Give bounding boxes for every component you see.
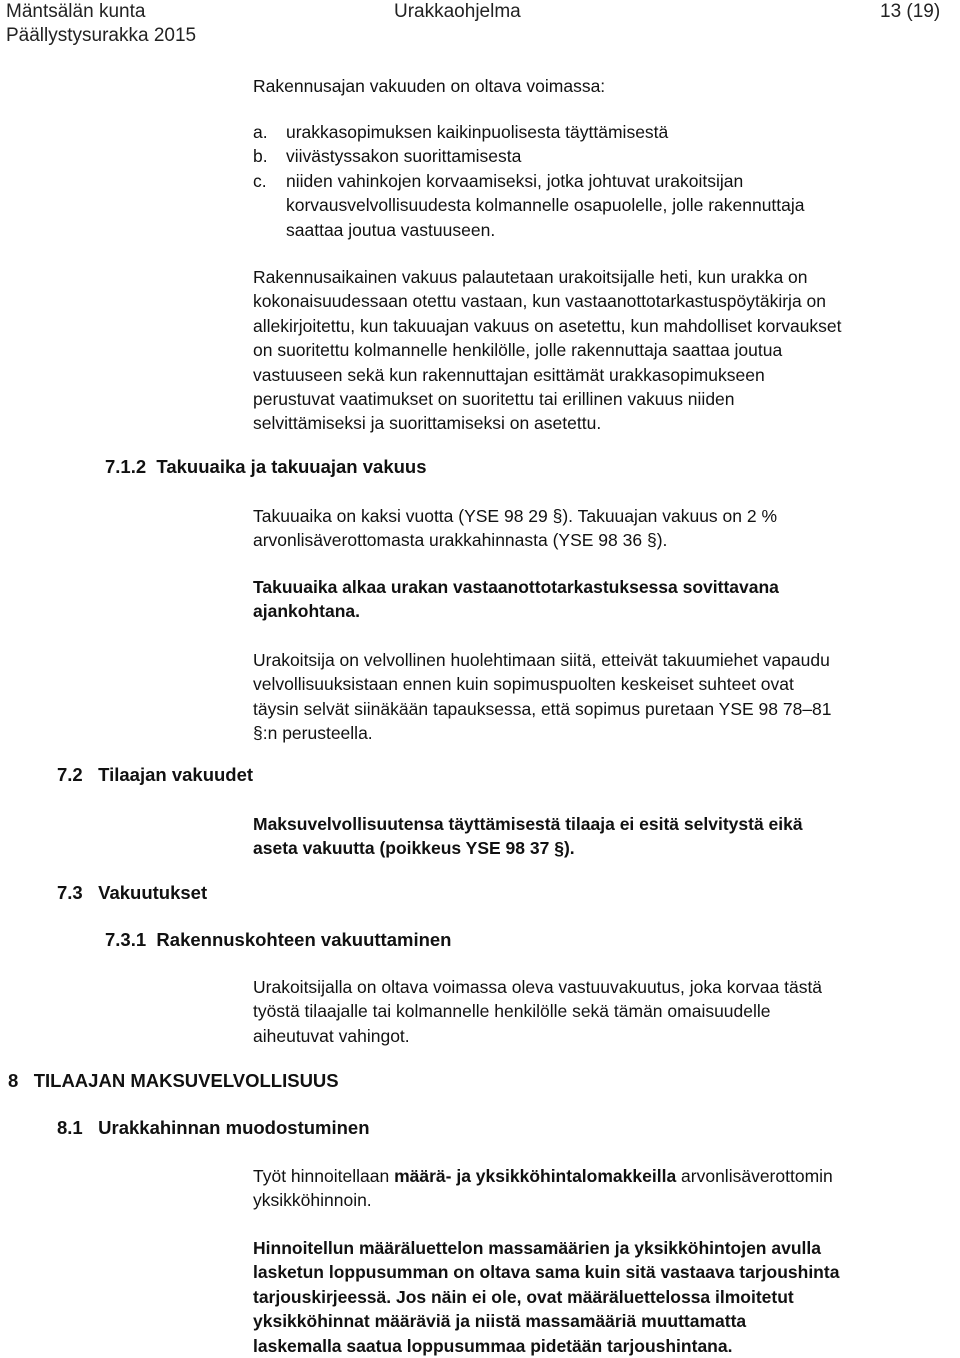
paragraph-line: Urakoitsijalla on oltava voimassa oleva vastuuvakuutus, joka korvaa tästä bbox=[253, 977, 823, 997]
paragraph-vastuuvakuutus bbox=[253, 975, 822, 1048]
paragraph-line: §:n perusteella. bbox=[253, 723, 373, 744]
paragraph-line: laskemalla saatua loppusummaa pidetään tarjoushintana. bbox=[253, 1335, 733, 1356]
paragraph-line: tarjouskirjeessä. Jos näin ei ole, ovat määräluettelossa ilmoitetut bbox=[253, 1286, 794, 1307]
paragraph-line: aseta vakuutta (poikkeus YSE 98 37 §). bbox=[253, 838, 575, 859]
heading-7-1-2: 7.1.2 Takuuaika ja takuuajan vakuus bbox=[105, 456, 427, 477]
list-item-line: urakkasopimuksen kaikinpuolisesta täyttämisestä bbox=[286, 122, 669, 142]
list-marker: b. bbox=[253, 146, 268, 167]
list-item-line: viivästyssakon suorittamisesta bbox=[286, 146, 522, 167]
paragraph-line: Maksuvelvollisuutensa täyttämisestä tilaaja ei esitä selvitystä eikä bbox=[253, 814, 803, 834]
text-run: Työt hinnoitellaan bbox=[253, 1166, 395, 1186]
heading-8-1: 8.1 Urakkahinnan muodostuminen bbox=[57, 1117, 370, 1138]
list-item bbox=[253, 144, 805, 168]
list-item-line: saattaa joutua vastuuseen. bbox=[286, 219, 496, 240]
paragraph-line: työstä tilaajalle tai kolmannelle henkilölle sekä tämän omaisuudelle bbox=[253, 1001, 771, 1022]
list-marker: a. bbox=[253, 122, 268, 142]
paragraph-line: Takuuaika alkaa urakan vastaanottotarkastuksessa sovittavana bbox=[253, 577, 779, 597]
list-item-line: korvausvelvollisuudesta kolmannelle osapuolelle, jolle rakennuttaja bbox=[286, 195, 805, 216]
paragraph-line: allekirjoitettu, kun takuuajan vakuus on asetettu, kun mahdolliset korvaukset bbox=[253, 315, 842, 336]
paragraph-line: velvollisuuksistaan ennen kuin sopimuspuolten keskeiset suhteet ovat bbox=[253, 674, 794, 695]
paragraph-line: selvittämiseksi ja suorittamiseksi on asetettu. bbox=[253, 413, 602, 434]
paragraph-line: Hinnoitellun määräluettelon massamäärien ja yksikköhintojen avulla bbox=[253, 1238, 821, 1258]
paragraph-line: aiheutuvat vahingot. bbox=[253, 1025, 410, 1046]
heading-8: 8 TILAAJAN MAKSUVELVOLLISUUS bbox=[8, 1070, 339, 1091]
header-page-number: 13 (19) bbox=[880, 1, 941, 22]
paragraph-line: Takuuaika on kaksi vuotta (YSE 98 29 §). Takuuajan vakuus on 2 % bbox=[253, 506, 778, 526]
heading-7-2: 7.2 Tilaajan vakuudet bbox=[57, 764, 254, 785]
header-doc-title: Urakkaohjelma bbox=[394, 1, 521, 22]
paragraph-takuuaika bbox=[253, 504, 777, 553]
list-item-line: niiden vahinkojen korvaamiseksi, jotka johtuvat urakoitsijan bbox=[286, 170, 744, 191]
paragraph-line: Rakennusaikainen vakuus palautetaan urakoitsijalle heti, kun urakka on bbox=[253, 267, 808, 287]
paragraph-line: lasketun loppusumman on oltava sama kuin sitä vastaava tarjoushinta bbox=[253, 1262, 840, 1283]
header-org: Mäntsälän kunta bbox=[6, 1, 146, 22]
paragraph-line: kokonaisuudessaan otettu vastaan, kun vastaanottotarkastuspöytäkirja on bbox=[253, 291, 827, 312]
text-run: arvonlisäverottomin bbox=[676, 1166, 833, 1186]
heading-7-3: 7.3 Vakuutukset bbox=[57, 882, 208, 903]
paragraph-line: on suoritettu kolmannelle henkilölle, jolle rakennuttaja saattaa joutua bbox=[253, 340, 783, 361]
paragraph-takuuaika-alkaa bbox=[253, 575, 779, 624]
paragraph-line: arvonlisäverottomasta urakkahinnasta (YSE 98 36 §). bbox=[253, 530, 668, 551]
paragraph-line bbox=[253, 1164, 833, 1188]
paragraph-line: perustuvat vaatimukset on suoritettu tai erillinen vakuus niiden bbox=[253, 389, 735, 410]
paragraph-maksuvelvollisuus bbox=[253, 812, 803, 861]
paragraph-tyot bbox=[253, 1164, 833, 1213]
paragraph-hinnoitellun bbox=[253, 1236, 839, 1358]
paragraph-rakennusaikainen bbox=[253, 265, 842, 436]
header-project: Päällystysurakka 2015 bbox=[6, 25, 197, 46]
heading-7-3-1: 7.3.1 Rakennuskohteen vakuuttaminen bbox=[105, 929, 452, 950]
paragraph-line: yksikköhinnat määräviä ja niistä massamääriä muuttamatta bbox=[253, 1311, 747, 1332]
security-list bbox=[253, 120, 805, 242]
paragraph-line: ajankohtana. bbox=[253, 601, 360, 622]
text-run-bold: määrä- ja yksikköhintalomakkeilla bbox=[394, 1166, 677, 1186]
paragraph-line: vastuuseen sekä kun rakennuttajan esittämät urakkasopimukseen bbox=[253, 364, 765, 385]
list-item bbox=[253, 120, 805, 144]
intro-text: Rakennusajan vakuuden on oltava voimassa: bbox=[253, 76, 606, 96]
paragraph-line: täysin selvät siinäkään tapauksessa, että sopimus puretaan YSE 98 78–81 bbox=[253, 698, 832, 719]
paragraph-urakoitsija bbox=[253, 648, 832, 746]
list-marker: c. bbox=[253, 170, 267, 191]
paragraph-line: yksikköhinnoin. bbox=[253, 1190, 372, 1211]
paragraph-line: Urakoitsija on velvollinen huolehtimaan siitä, etteivät takuumiehet vapaudu bbox=[253, 650, 830, 670]
list-item bbox=[253, 169, 805, 242]
